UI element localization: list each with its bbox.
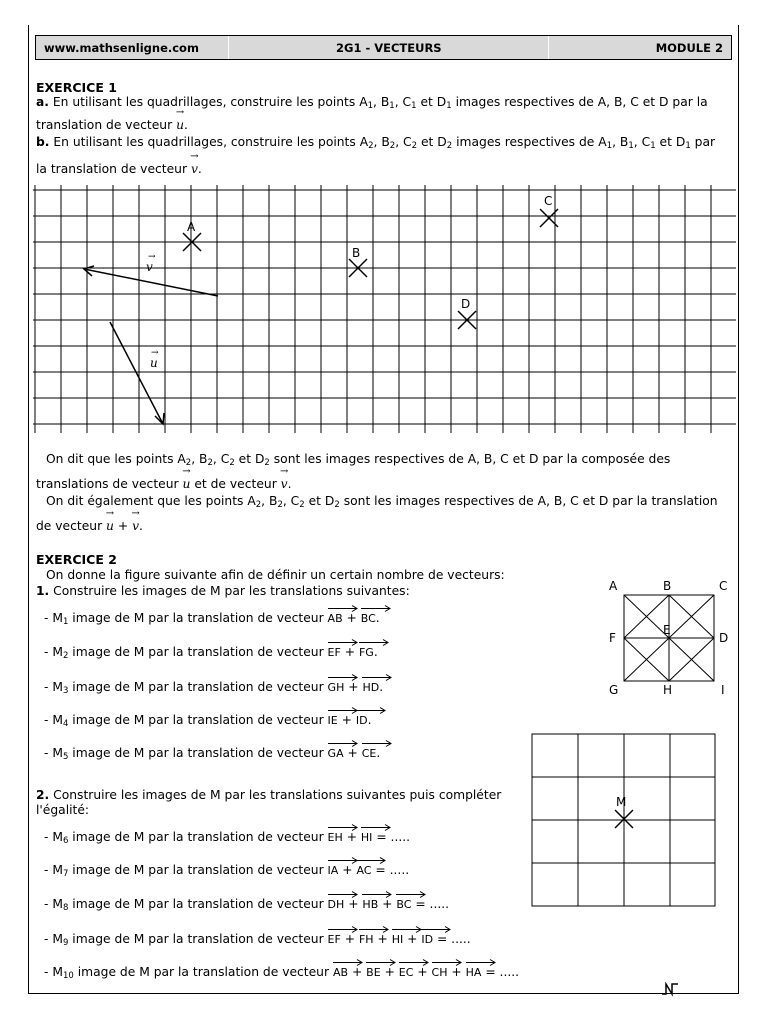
m-grid-figure: [530, 732, 718, 908]
q1-item: - $M_3$ image de M par la translation de vecteur GH + HD.: [44, 678, 383, 694]
ex1-b-line2: la translation de vecteur → v.: [36, 160, 202, 176]
q1-item: - $M_5$ image de M par la translation de vecteur GA + CE.: [44, 744, 380, 760]
square-figure: [600, 573, 740, 698]
vector-ha: HA: [466, 963, 482, 979]
ex1-a-line1: a. En utilisant les quadrillages, construire les points $A_1$, $B_1$, $C_1$ et $D_1$ images respectives de A, B, C et D par la: [36, 95, 708, 111]
label-b: B: [352, 246, 361, 260]
vector-dh: DH: [328, 895, 345, 911]
vector-hd: HD: [362, 678, 379, 694]
ex2-q2-line1: 2. Construire les images de M par les translations suivantes puis compléter: [36, 788, 502, 802]
vector-ec: EC: [399, 963, 414, 979]
vector-u-arrow: [110, 322, 163, 424]
vector-ia: IA: [328, 861, 339, 877]
vector-hb: HB: [362, 895, 378, 911]
q1-item: - $M_4$ image de M par la translation de vecteur IE + ID.: [44, 711, 372, 727]
vector-ef: EF: [328, 643, 341, 659]
sq-label-h: H: [663, 683, 673, 697]
ex1-para2-line2: de vecteur → u + → v.: [36, 517, 143, 533]
sq-label-e: E: [663, 623, 671, 637]
sq-label-i: I: [721, 683, 725, 697]
header-bar: [35, 35, 732, 60]
sq-label-c: C: [719, 579, 728, 593]
label-m: M: [616, 795, 627, 809]
vector-fh: FH: [359, 930, 374, 946]
svg-text:→: →: [151, 348, 159, 358]
q1-item: - $M_1$ image de M par la translation de vecteur AB + BC.: [44, 609, 380, 625]
ex2-title: EXERCICE 2: [36, 552, 117, 567]
vector-gh: GH: [328, 678, 345, 694]
q2-item: - $M_8$ image de M par la translation de vecteur DH + HB + BC = .....: [44, 895, 449, 911]
site-name: www.mathsenligne.com: [44, 41, 199, 55]
ex1-para1-line1: On dit que les points $A_2$, $B_2$, $C_2$ et $D_2$ sont les images respectives de A, B, C et D par la composée des: [46, 452, 671, 468]
vector-ga: GA: [328, 744, 344, 760]
label-vec-u: u: [150, 356, 158, 370]
sq-label-a: A: [609, 579, 618, 593]
ex1-grid-figure: [30, 185, 738, 435]
vector-ch: CH: [432, 963, 448, 979]
vector-ab: AB: [328, 609, 343, 625]
vector-bc: BC: [396, 895, 411, 911]
sq-label-d: D: [719, 631, 729, 645]
q2-item: - $M_9$ image de M par la translation de vecteur EF + FH + HI + ID = .....: [44, 930, 471, 946]
ex2-intro: On donne la figure suivante afin de définir un certain nombre de vecteurs:: [46, 568, 505, 582]
q2-item: - $M_6$ image de M par la translation de vecteur EH + HI = .....: [44, 828, 410, 844]
sq-label-b: B: [663, 579, 672, 593]
svg-text:→: →: [148, 252, 156, 262]
sq-label-f: F: [609, 631, 616, 645]
sq-label-g: G: [609, 683, 619, 697]
vector-ef: EF: [328, 930, 341, 946]
vector-hi: HI: [392, 930, 404, 946]
label-vec-v: v: [146, 260, 153, 274]
q2-item: - $M_7$ image de M par la translation de vecteur IA + AC = .....: [44, 861, 409, 877]
chapter-code: 2G1 - VECTEURS: [336, 41, 442, 55]
ex2-q2-line2: l'égalité:: [36, 803, 90, 817]
ex2-q1: 1. Construire les images de M par les translations suivantes:: [36, 584, 410, 598]
label-c: C: [544, 194, 553, 208]
module-label: MODULE 2: [655, 41, 723, 55]
vector-ab: AB: [333, 963, 348, 979]
vector-bc: BC: [361, 609, 376, 625]
ex1-title: EXERCICE 1: [36, 80, 117, 95]
ex1-para1-line2: translations de vecteur → u et de vecteur → v.: [36, 475, 292, 491]
page-corner-mark: [660, 982, 690, 998]
ex1-para2-line1: On dit également que les points $A_2$, $B_2$, $C_2$ et $D_2$ sont les images respectives de A, B, C et D par la translation: [46, 494, 718, 510]
vector-id: ID: [356, 711, 368, 727]
vector-id: ID: [421, 930, 433, 946]
vector-ac: AC: [356, 861, 371, 877]
ex1-b-line1: b. En utilisant les quadrillages, construire les points $A_2$, $B_2$, $C_2$ et $D_2$ images respectives de $A_1$, $B_1$, $C_1$ et $D_1$ par: [36, 135, 716, 151]
vector-fg: FG: [359, 643, 374, 659]
vector-ie: IE: [328, 711, 338, 727]
ex1-a-line2: translation de vecteur → u.: [36, 116, 188, 132]
label-a: A: [187, 220, 196, 234]
vector-eh: EH: [328, 828, 343, 844]
label-d: D: [461, 297, 471, 311]
vector-hi: HI: [361, 828, 373, 844]
q2-item: - $M_{10}$ image de M par la translation de vecteur AB + BE + EC + CH + HA = .....: [44, 963, 519, 979]
vector-be: BE: [366, 963, 381, 979]
q1-item: - $M_2$ image de M par la translation de vecteur EF + FG.: [44, 643, 378, 659]
vector-ce: CE: [362, 744, 377, 760]
